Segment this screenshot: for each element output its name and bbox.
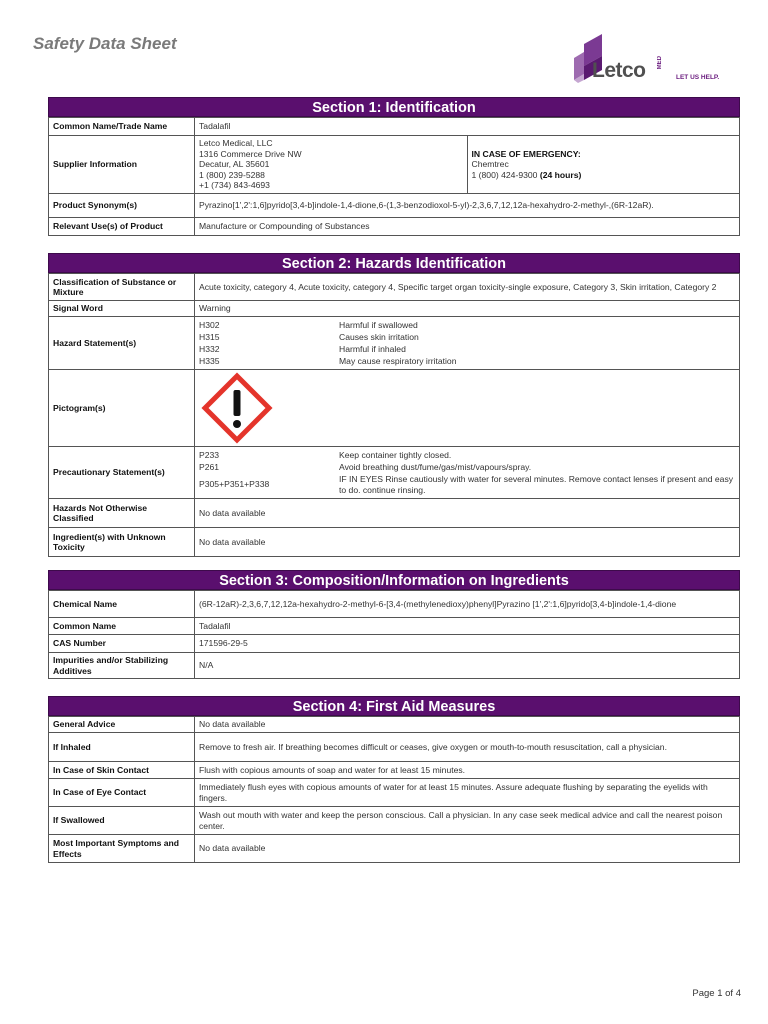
hazards-table (48, 273, 740, 557)
hazard-text: Harmful if inhaled (339, 343, 406, 354)
common-name-label-2: Common Name (49, 618, 195, 635)
section-composition (48, 570, 740, 679)
composition-table (48, 590, 740, 679)
unknown-toxicity-value: No data available (195, 528, 740, 557)
hazard-text: May cause respiratory irritation (339, 355, 457, 366)
section-2-heading: Section 2: Hazards Identification (48, 253, 740, 273)
hazard-text: Harmful if swallowed (339, 319, 418, 330)
section-identification (48, 97, 740, 236)
classification-label: Classification of Substance or Mixture (49, 274, 195, 301)
hazard-statements (195, 317, 740, 370)
exclamation-mark-hazard-icon (201, 372, 273, 444)
section-first-aid (48, 696, 740, 863)
signal-word-label: Signal Word (49, 301, 195, 317)
general-advice-label: General Advice (49, 717, 195, 733)
pictogram-cell (195, 370, 740, 447)
precaution-text: IF IN EYES Rinse cautiously with water for several minutes. Remove contact lenses if present and easy to do. continue rinsing. (339, 473, 734, 495)
hazard-text: Causes skin irritation (339, 331, 419, 342)
supplier-line: Letco Medical, LLC (199, 138, 273, 148)
supplier-line: +1 (734) 843-4693 (199, 180, 270, 190)
precautionary-statements (195, 447, 740, 499)
skin-contact-value: Flush with copious amounts of soap and water for at least 15 minutes. (195, 762, 740, 779)
chemical-name-value: (6R-12aR)-2,3,6,7,12,12a-hexahydro-2-methyl-6-[3,4-(methylenedioxy)phenyl]Pyrazino [1',2':1,6]pyrido[3,4-b]indole-1,4-dione (195, 591, 740, 618)
supplier-line: 1 (800) 239-5288 (199, 169, 265, 180)
identification-table (48, 117, 740, 236)
chemical-name-label: Chemical Name (49, 591, 195, 618)
precaution-code: P305+P351+P338 (199, 478, 270, 489)
emergency-phone: 1 (800) 424-9300 (471, 169, 538, 180)
hazard-code: H332 (199, 343, 220, 354)
general-advice-value: No data available (195, 717, 740, 733)
emergency-hours: (24 hours) (539, 169, 582, 180)
skin-contact-label: In Case of Skin Contact (49, 762, 195, 779)
symptoms-value: No data available (195, 835, 740, 863)
precaution-text: Keep container tightly closed. (339, 449, 452, 460)
if-swallowed-label: If Swallowed (49, 807, 195, 835)
not-classified-label: Hazards Not Otherwise Classified (49, 499, 195, 528)
emergency-heading: IN CASE OF EMERGENCY: (471, 148, 581, 159)
use-label: Relevant Use(s) of Product (49, 217, 195, 235)
if-inhaled-label: If Inhaled (49, 733, 195, 762)
eye-contact-value: Immediately flush eyes with copious amounts of water for at least 15 minutes. Assure adequate flushing by separating the eyelids with fingers. (195, 779, 740, 807)
supplier-line: Decatur, AL 35601 (199, 159, 270, 169)
common-name-value-2: Tadalafil (195, 618, 740, 635)
logo-wordmark: Letco (592, 59, 646, 82)
precautionary-label: Precautionary Statement(s) (49, 447, 195, 499)
cas-number-value: 171596-29-5 (195, 635, 740, 653)
impurities-label: Impurities and/or Stabilizing Additives (49, 653, 195, 679)
supplier-address (195, 136, 468, 194)
synonym-label: Product Synonym(s) (49, 193, 195, 217)
common-name-value: Tadalafil (195, 118, 740, 136)
impurities-value: N/A (195, 653, 740, 679)
section-hazards (48, 253, 740, 557)
logo-tagline: LET US HELP. (676, 74, 720, 81)
if-inhaled-value: Remove to fresh air. If breathing becomes difficult or ceases, give oxygen or mouth-to-mouth resuscitation, call a physician. (195, 733, 740, 762)
page-number: Page 1 of 4 (692, 988, 741, 999)
first-aid-table (48, 716, 740, 863)
document-title: Safety Data Sheet (33, 34, 177, 53)
common-name-label: Common Name/Trade Name (49, 118, 195, 136)
hazard-code: H335 (199, 355, 220, 366)
hazard-code: H302 (199, 319, 220, 330)
unknown-toxicity-label: Ingredient(s) with Unknown Toxicity (49, 528, 195, 557)
section-4-heading: Section 4: First Aid Measures (48, 696, 740, 716)
hazard-statements-label: Hazard Statement(s) (49, 317, 195, 370)
supplier-line: 1316 Commerce Drive NW (199, 148, 302, 159)
eye-contact-label: In Case of Eye Contact (49, 779, 195, 807)
not-classified-value: No data available (195, 499, 740, 528)
precaution-code: P233 (199, 449, 220, 460)
precaution-text: Avoid breathing dust/fume/gas/mist/vapours/spray. (339, 461, 532, 472)
pictogram-label: Pictogram(s) (49, 370, 195, 447)
synonym-value: Pyrazino[1',2':1,6]pyrido[3,4-b]indole-1,4-dione,6-(1,3-benzodioxol-5-yl)-2,3,6,7,12,12a-hexahydro-2-methyl-,(6R-12aR). (195, 193, 740, 217)
precaution-code: P261 (199, 461, 220, 472)
signal-word-value: Warning (195, 301, 740, 317)
cas-number-label: CAS Number (49, 635, 195, 653)
symptoms-label: Most Important Symptoms and Effects (49, 835, 195, 863)
letco-logo (572, 34, 742, 86)
hazard-code: H315 (199, 331, 220, 342)
section-1-heading: Section 1: Identification (48, 97, 740, 117)
classification-value: Acute toxicity, category 4, Acute toxicity, category 4, Specific target organ toxicity-single exposure, Category 3, Skin irritation, Category 2 (195, 274, 740, 301)
if-swallowed-value: Wash out mouth with water and keep the person conscious. Call a physician. In any case seek medical advice and call the nearest poison center. (195, 807, 740, 835)
supplier-label: Supplier Information (49, 136, 195, 194)
section-3-heading: Section 3: Composition/Information on Ingredients (48, 570, 740, 590)
logo-med-mark: MED (657, 56, 663, 70)
use-value: Manufacture or Compounding of Substances (195, 217, 740, 235)
emergency-org: Chemtrec (471, 159, 509, 169)
emergency-contact (467, 136, 740, 194)
